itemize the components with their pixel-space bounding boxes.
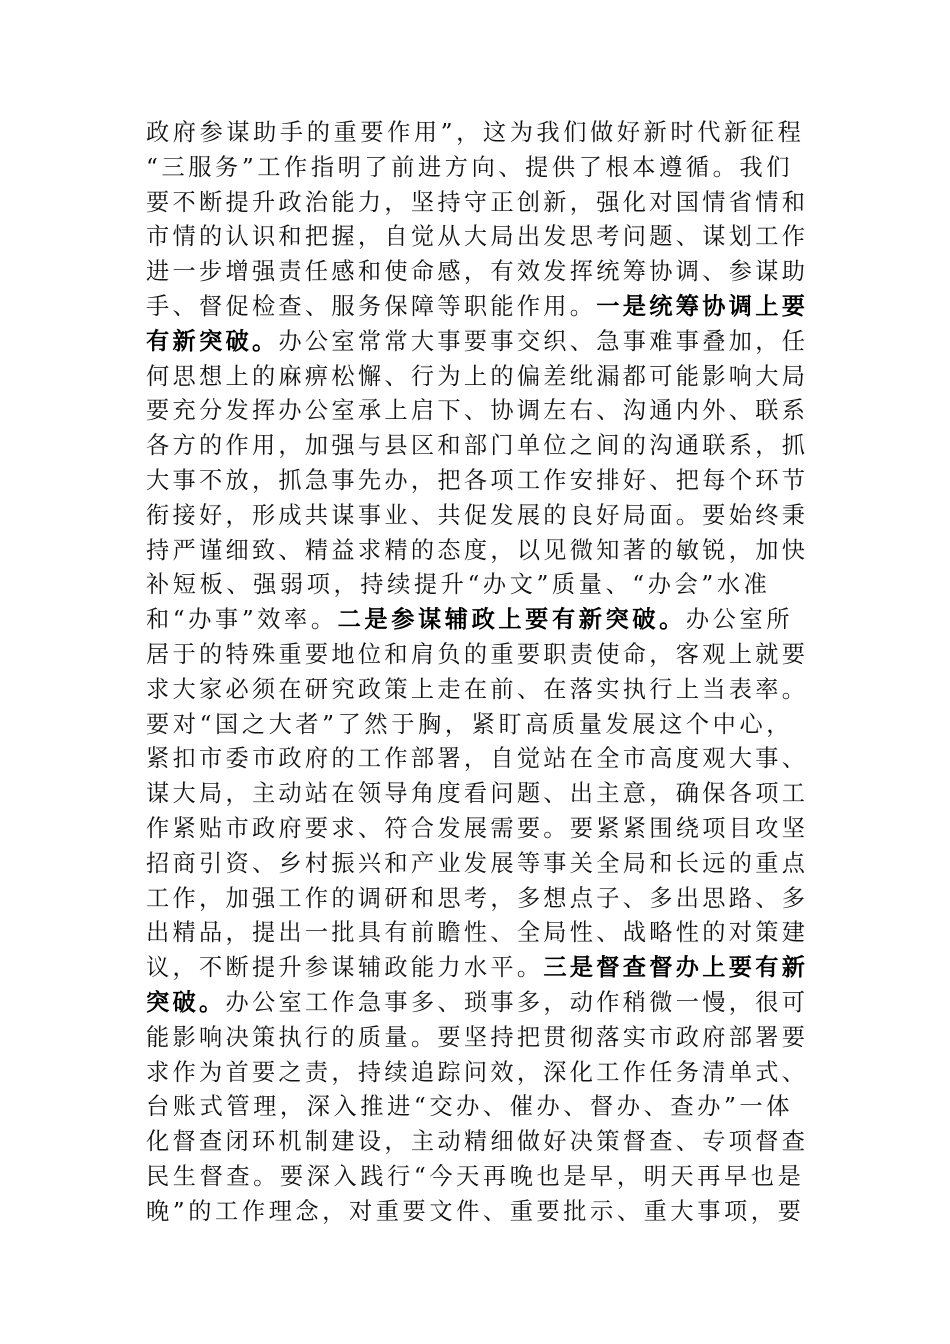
text-line xyxy=(146,394,809,429)
text-segment: 和“办事”效率。 xyxy=(146,606,338,634)
text-segment: 手、督促检查、服务保障等职能作用。 xyxy=(146,292,597,320)
text-line xyxy=(146,499,809,534)
text-segment: 出精品，提出一批具有前瞻性、全局性、战略性的对策建 xyxy=(146,919,809,947)
text-line xyxy=(146,290,809,325)
text-segment: 谋大局，主动站在领导角度看问题、出主意，确保各项工 xyxy=(146,780,809,808)
text-segment: 衔接好，形成共谋事业、共促发展的良好局面。要始终秉 xyxy=(146,501,809,529)
text-line xyxy=(146,638,809,673)
text-line xyxy=(146,916,809,951)
text-segment: 工作，加强工作的调研和思考，多想点子、多出思路、多 xyxy=(146,884,809,912)
text-segment: 要充分发挥办公室承上启下、协调左右、沟通内外、联系 xyxy=(146,397,809,425)
text-line xyxy=(146,151,806,186)
text-segment: 求大家必须在研究政策上走在前、在落实执行上当表率。 xyxy=(146,675,809,703)
text-line xyxy=(146,847,809,882)
text-segment: 居于的特殊重要地位和肩负的重要职责使命，客观上就要 xyxy=(146,640,809,668)
text-line xyxy=(146,1021,809,1056)
text-segment: 紧扣市委市政府的工作部署，自觉站在全市高度观大事、 xyxy=(146,745,809,773)
text-segment: 何思想上的麻痹松懈、行为上的偏差纰漏都可能影响大局 xyxy=(146,362,809,390)
text-segment: 持严谨细致、精益求精的态度，以见微知著的敏锐，加快 xyxy=(146,536,809,564)
text-line xyxy=(146,1125,809,1160)
text-segment: 要对“国之大者”了然于胸，紧盯高质量发展这个中心， xyxy=(146,710,794,738)
text-segment: 各方的作用，加强与县区和部门单位之间的沟通联系，抓 xyxy=(146,432,809,460)
text-segment: 台账式管理，深入推进“交办、催办、督办、查办”一体 xyxy=(146,1093,794,1121)
text-segment: 补短板、强弱项，持续提升“办文”质量、“办会”水准 xyxy=(146,571,771,599)
text-line xyxy=(146,534,809,569)
text-line xyxy=(146,1195,806,1230)
text-line xyxy=(146,325,809,360)
text-segment: 办公室工作急事多、琐事多，动作稍微一慢，很可 xyxy=(225,988,809,1016)
text-segment: 办公室所 xyxy=(685,606,794,634)
text-segment: 民生督查。要深入践行“今天再晚也是早，明天再早也是 xyxy=(146,1162,805,1190)
body-paragraph xyxy=(146,116,809,1230)
text-segment: 化督查闭环机制建设，主动精细做好决策督查、专项督查 xyxy=(146,1128,809,1156)
text-segment: 求作为首要之责，持续追踪问效，深化工作任务清单式、 xyxy=(146,1058,809,1086)
text-segment: 办公室常常大事要事交织、急事难事叠加，任 xyxy=(278,327,809,355)
text-line xyxy=(146,777,809,812)
text-segment: “三服务”工作指明了前进方向、提供了根本遵循。我们 xyxy=(146,153,794,181)
text-segment: 作紧贴市政府要求、符合发展需要。要紧紧围绕项目攻坚 xyxy=(146,814,809,842)
text-line xyxy=(146,464,809,499)
text-segment: 能影响决策执行的质量。要坚持把贯彻落实市政府部署要 xyxy=(146,1023,809,1051)
text-line xyxy=(146,1056,809,1091)
text-line xyxy=(146,882,809,917)
text-line xyxy=(146,673,809,708)
bold-heading-text: 二是参谋辅政上要有新突破。 xyxy=(337,606,686,634)
text-segment: 议，不断提升参谋辅政能力水平。 xyxy=(146,954,544,982)
text-segment: 晚”的工作理念，对重要文件、重要批示、重大事项，要 xyxy=(146,1197,805,1225)
bold-heading-text: 突破。 xyxy=(146,988,226,1016)
text-line xyxy=(146,986,809,1021)
text-line xyxy=(146,742,809,777)
text-line xyxy=(146,1090,806,1125)
bold-heading-text: 三是督查督办上要有新 xyxy=(543,954,809,982)
text-line xyxy=(146,812,809,847)
text-segment: 进一步增强责任感和使命感，有效发挥统筹协调、参谋助 xyxy=(146,258,809,286)
text-line xyxy=(146,1160,806,1195)
text-segment: 要不断提升政治能力，坚持守正创新，强化对国情省情和 xyxy=(146,188,809,216)
text-line xyxy=(146,360,809,395)
bold-heading-text: 一是统筹协调上要 xyxy=(596,292,809,320)
text-line xyxy=(146,255,809,290)
text-segment: 大事不放，抓急事先办，把各项工作安排好、把每个环节 xyxy=(146,466,809,494)
text-line xyxy=(146,429,809,464)
text-line xyxy=(146,568,806,603)
text-segment: 招商引资、乡村振兴和产业发展等事关全局和长远的重点 xyxy=(146,849,809,877)
text-line xyxy=(146,708,806,743)
text-segment: 政府参谋助手的重要作用”，这为我们做好新时代新征程 xyxy=(146,119,805,146)
text-line xyxy=(146,951,809,986)
text-line xyxy=(146,603,806,638)
text-segment: 市情的认识和把握，自觉从大局出发思考问题、谋划工作 xyxy=(146,223,809,251)
text-line xyxy=(146,220,809,255)
text-line xyxy=(146,116,806,151)
text-line xyxy=(146,186,809,221)
bold-heading-text: 有新突破。 xyxy=(146,327,279,355)
